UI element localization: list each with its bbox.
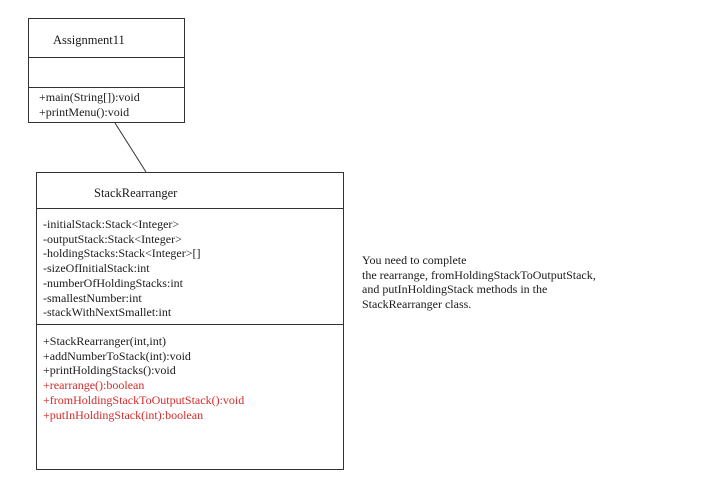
attributes-section: [29, 57, 184, 87]
attributes-section: [37, 208, 343, 324]
class-name: StackRearranger: [94, 186, 178, 200]
class-box-assignment11: [28, 18, 185, 123]
method-main: +main(String[]):void: [39, 90, 140, 104]
class-name: Assignment11: [53, 33, 125, 47]
attribute-size-of-initial-stack: -sizeOfInitialStack:int: [43, 261, 150, 276]
note-line: and putInHoldingStack methods in the: [362, 282, 548, 297]
method-put-in-holding-stack: +putInHoldingStack(int):boolean: [43, 407, 204, 422]
method-constructor: +StackRearranger(int,int): [43, 334, 167, 348]
method-from-holding-stack-to-output-stack: +fromHoldingStackToOutputStack():void: [43, 392, 245, 407]
note-line: StackRearranger class.: [362, 296, 472, 311]
instruction-note: [362, 253, 692, 311]
methods-section: [37, 324, 343, 422]
attribute-output-stack: -outputStack:Stack<Integer>: [43, 231, 182, 246]
attribute-initial-stack: -initialStack:Stack<Integer>: [43, 217, 180, 231]
attribute-stack-with-next-smallet: -stackWithNextSmallet:int: [43, 305, 172, 320]
method-print-menu: +printMenu():void: [39, 104, 130, 119]
attribute-holding-stacks: -holdingStacks:Stack<Integer>[]: [43, 246, 201, 261]
method-add-number-to-stack: +addNumberToStack(int):void: [43, 348, 191, 363]
attribute-number-of-holding-stacks: -numberOfHoldingStacks:int: [43, 275, 183, 290]
note-line: You need to complete: [362, 253, 467, 267]
class-box-stack-rearranger: [36, 172, 344, 470]
attribute-smallest-number: -smallestNumber:int: [43, 290, 142, 305]
note-line: the rearrange, fromHoldingStackToOutputStack,: [362, 267, 596, 282]
methods-section: [29, 87, 184, 119]
association-connector: [115, 123, 146, 172]
method-rearrange: +rearrange():boolean: [43, 378, 145, 393]
method-print-holding-stacks: +printHoldingStacks():void: [43, 363, 176, 378]
